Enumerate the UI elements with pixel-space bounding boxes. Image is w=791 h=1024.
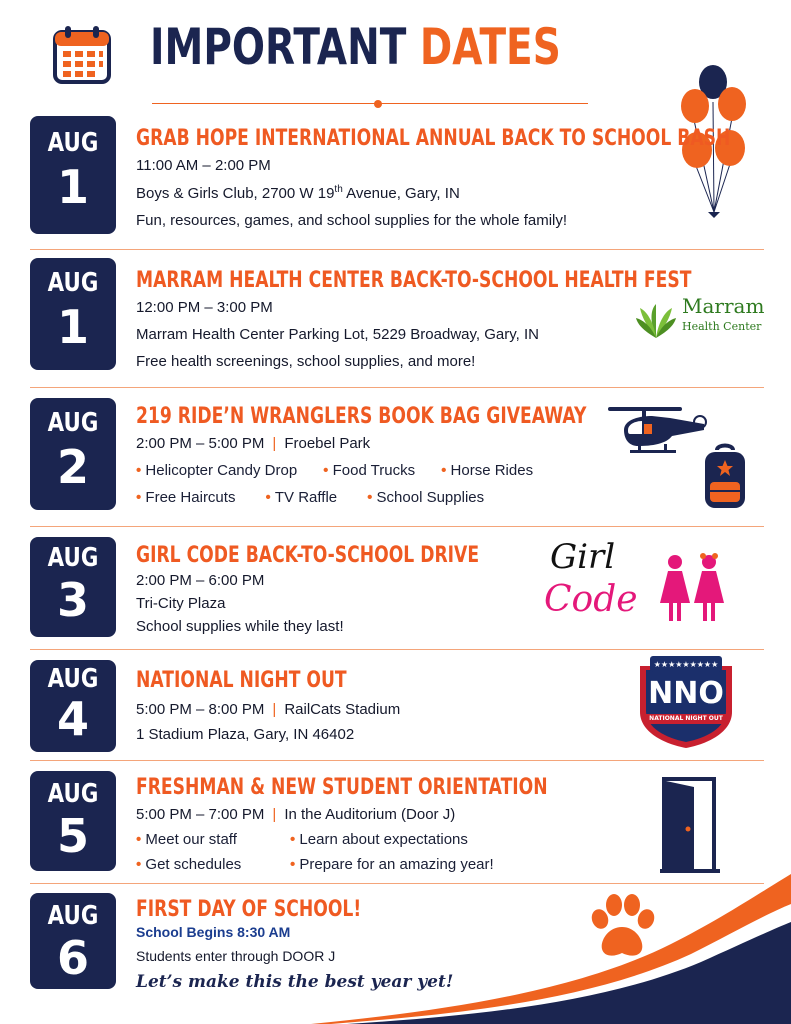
event-time: 5:00 PM – 7:00 PM: [136, 806, 265, 823]
event-title: NATIONAL NIGHT OUT: [136, 668, 347, 693]
bullet-item: • School Supplies: [367, 489, 484, 506]
event-location: [136, 184, 791, 202]
event-aug-4-night-out: [30, 660, 764, 752]
event-content: [136, 897, 453, 992]
calendar-icon: [52, 24, 112, 86]
event-time-place: [136, 701, 406, 718]
badge-month: AUG: [47, 408, 99, 438]
date-badge: [30, 893, 116, 989]
bullet-item: • Get schedules: [136, 856, 276, 873]
badge-month: AUG: [47, 901, 99, 931]
badge-day: 1: [56, 160, 89, 214]
separator: |: [272, 806, 277, 823]
badge-month: AUG: [47, 543, 99, 573]
door-icon: [660, 775, 720, 875]
event-description: Free health screenings, school supplies, and more!: [136, 353, 476, 370]
title-part-2: DATES: [419, 18, 561, 76]
event-content: [136, 126, 791, 229]
event-time: 5:00 PM – 8:00 PM: [136, 701, 265, 718]
event-title: GIRL CODE BACK-TO-SCHOOL DRIVE: [136, 543, 480, 568]
bullet-item: • Horse Rides: [441, 462, 533, 479]
divider: [30, 249, 764, 250]
marram-logo: [636, 292, 766, 342]
date-badge: [30, 398, 116, 510]
title-rule: [152, 103, 588, 104]
bullet-item: • Prepare for an amazing year!: [290, 856, 494, 873]
girl-code-logo-line2: Code: [544, 579, 638, 620]
event-location: Marram Health Center Parking Lot, 5229 Broadway, Gary, IN: [136, 326, 539, 343]
bullet-row: [136, 462, 713, 479]
event-aug-6-first-day: [30, 893, 764, 992]
bullet-item: • Free Haircuts: [136, 489, 235, 506]
location-sup: th: [334, 184, 343, 195]
bullet-row: [136, 489, 713, 506]
event-location: 1 Stadium Plaza, Gary, IN 46402: [136, 726, 355, 743]
event-aug-3-girl-code: [30, 537, 764, 637]
event-place: Froebel Park: [284, 435, 371, 452]
badge-month: AUG: [47, 664, 99, 694]
event-title: GRAB HOPE INTERNATIONAL ANNUAL BACK TO SCHOOL BASH: [136, 126, 731, 151]
badge-day: 4: [56, 692, 89, 746]
event-time: 2:00 PM – 5:00 PM: [136, 435, 265, 452]
divider: [30, 760, 764, 761]
date-badge: [30, 660, 116, 752]
event-place: RailCats Stadium: [284, 701, 401, 718]
badge-month: AUG: [47, 128, 99, 158]
title-part-1: IMPORTANT: [150, 18, 407, 76]
separator: |: [272, 701, 277, 718]
event-content: [136, 543, 576, 635]
divider: [30, 387, 764, 388]
marram-leaf-logo: [636, 294, 676, 338]
badge-day: 2: [56, 440, 89, 494]
event-place: In the Auditorium (Door J): [284, 806, 456, 823]
event-aug-1-bash: [30, 116, 764, 234]
divider: [30, 649, 764, 650]
date-badge: [30, 116, 116, 234]
location-text-a: Boys & Girls Club, 2700 W 19: [136, 185, 335, 202]
bullet-item: • Helicopter Candy Drop: [136, 462, 297, 479]
date-badge: [30, 771, 116, 871]
marram-logo-sub: Health Center: [682, 320, 762, 333]
badge-day: 6: [56, 931, 89, 985]
marram-logo-name: Marram: [682, 294, 765, 318]
badge-month: AUG: [47, 268, 99, 298]
event-note: Students enter through DOOR J: [136, 948, 336, 964]
nno-shield-logo: [634, 656, 738, 750]
girl-code-logo: [544, 537, 654, 627]
date-badge: [30, 537, 116, 637]
page-title: [150, 18, 561, 76]
paw-icon: [586, 893, 658, 963]
event-aug-2-book-bag: [30, 398, 764, 510]
nno-logo-small: NATIONAL NIGHT OUT: [649, 715, 723, 722]
helicopter-icon: [606, 404, 708, 464]
event-time: 12:00 PM – 3:00 PM: [136, 299, 273, 316]
girls-icon: [658, 553, 728, 623]
event-description: Fun, resources, games, and school supplies for the whole family!: [136, 212, 568, 229]
event-content: [136, 775, 664, 873]
event-title: MARRAM HEALTH CENTER BACK-TO-SCHOOL HEALTH FEST: [136, 268, 692, 293]
event-aug-1-health-fest: [30, 258, 764, 370]
event-description: School supplies while they last!: [136, 618, 344, 635]
bullet-item: • Meet our staff: [136, 831, 276, 848]
girl-code-logo-line1: Girl: [550, 537, 616, 577]
svg-text:★★★★★★★★★: ★★★★★★★★★: [653, 660, 719, 669]
bullet-item: • Learn about expectations: [290, 831, 468, 848]
date-badge: [30, 258, 116, 370]
bullet-item: • TV Raffle: [265, 489, 337, 506]
event-title: FIRST DAY OF SCHOOL!: [136, 897, 362, 922]
nno-logo-big: NNO: [648, 676, 724, 711]
badge-day: 3: [56, 573, 89, 627]
event-time: 11:00 AM – 2:00 PM: [136, 157, 271, 174]
bullet-item: • Food Trucks: [323, 462, 415, 479]
event-title: 219 RIDE’N WRANGLERS BOOK BAG GIVEAWAY: [136, 404, 587, 429]
location-text-b: Avenue, Gary, IN: [342, 185, 460, 202]
event-time-place: [136, 806, 664, 823]
backpack-icon: [702, 442, 748, 512]
bullet-row: [136, 831, 664, 848]
event-location: Tri-City Plaza: [136, 595, 226, 612]
event-aug-5-orientation: [30, 771, 764, 871]
separator: |: [272, 435, 277, 452]
badge-day: 1: [56, 300, 89, 354]
event-time: 2:00 PM – 6:00 PM: [136, 572, 265, 589]
header: [0, 0, 791, 110]
event-subtitle: School Begins 8:30 AM: [136, 924, 291, 940]
event-title: FRESHMAN & NEW STUDENT ORIENTATION: [136, 775, 548, 800]
badge-month: AUG: [47, 779, 99, 809]
event-tagline: Let’s make this the best year yet!: [136, 972, 454, 992]
divider: [30, 526, 764, 527]
badge-day: 5: [56, 809, 89, 863]
event-content: [136, 668, 406, 743]
title-dot: [374, 100, 382, 108]
